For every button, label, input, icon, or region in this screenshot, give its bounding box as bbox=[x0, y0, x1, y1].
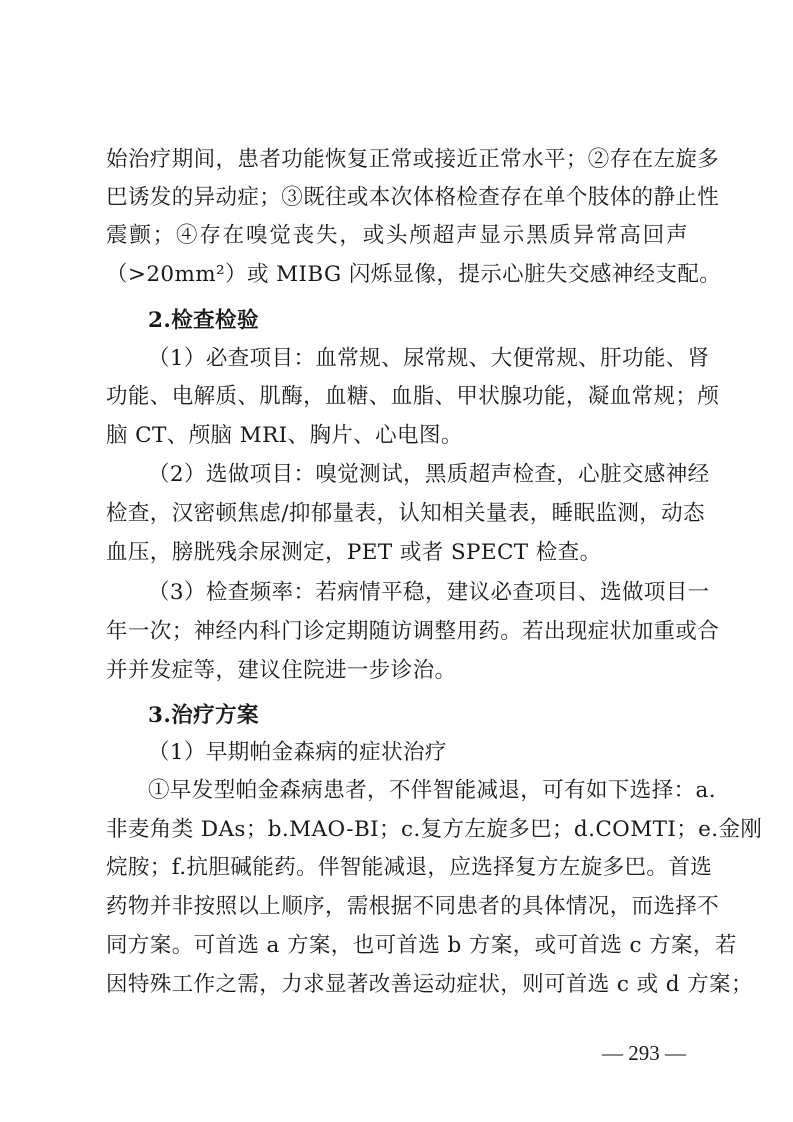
text-line: 震颤；④存在嗅觉丧失，或头颅超声显示黑质异常高回声 bbox=[106, 223, 688, 248]
text-line: （1）必查项目：血常规、尿常规、大便常规、肝功能、肾 bbox=[148, 346, 710, 371]
text-line: （>20mm²）或 MIBG 闪烁显像，提示心脏失交感神经支配。 bbox=[106, 262, 722, 287]
text-line: 始治疗期间，患者功能恢复正常或接近正常水平；②存在左旋多 bbox=[106, 147, 720, 172]
section-heading-treatment: 3.治疗方案 bbox=[148, 703, 259, 728]
text-line: （3）检查频率：若病情平稳，建议必查项目、选做项目一 bbox=[148, 580, 710, 605]
text-line: 检查，汉密顿焦虑/抑郁量表，认知相关量表，睡眠监测，动态 bbox=[106, 501, 705, 526]
text-line: 因特殊工作之需，力求显著改善运动症状，则可首选 c 或 d 方案； bbox=[106, 972, 753, 997]
text-line: 功能、电解质、肌酶，血糖、血脂、甲状腺功能，凝血常规；颅 bbox=[106, 384, 720, 409]
text-line: 同方案。可首选 a 方案，也可首选 b 方案，或可首选 c 方案，若 bbox=[106, 933, 737, 958]
text-line: 脑 CT、颅脑 MRI、胸片、心电图。 bbox=[106, 423, 463, 448]
text-line: 烷胺；f.抗胆碱能药。伴智能减退，应选择复方左旋多巴。首选 bbox=[106, 855, 713, 880]
text-line: 并并发症等，建议住院进一步诊治。 bbox=[106, 658, 457, 683]
text-line: （2）选做项目：嗅觉测试，黑质超声检查，心脏交感神经 bbox=[148, 462, 710, 487]
section-heading-exam: 2.检查检验 bbox=[148, 308, 259, 333]
text-line: 非麦角类 DAs；b.MAO-BI；c.复方左旋多巴；d.COMTI；e.金刚 bbox=[106, 817, 763, 842]
text-line: 血压，膀胱残余尿测定，PET 或者 SPECT 检查。 bbox=[106, 540, 602, 565]
text-line: 药物并非按照以上顺序，需根据不同患者的具体情况，而选择不 bbox=[106, 894, 720, 919]
subsection-heading: （1）早期帕金森病的症状治疗 bbox=[148, 740, 447, 765]
text-line: 巴诱发的异动症；③既往或本次体格检查存在单个肢体的静止性 bbox=[106, 185, 720, 210]
text-line: ①早发型帕金森病患者，不伴智能减退，可有如下选择：a. bbox=[148, 778, 716, 803]
text-line: 年一次；神经内科门诊定期随访调整用药。若出现症状加重或合 bbox=[106, 619, 720, 644]
page-number: — 293 — bbox=[602, 1041, 686, 1065]
